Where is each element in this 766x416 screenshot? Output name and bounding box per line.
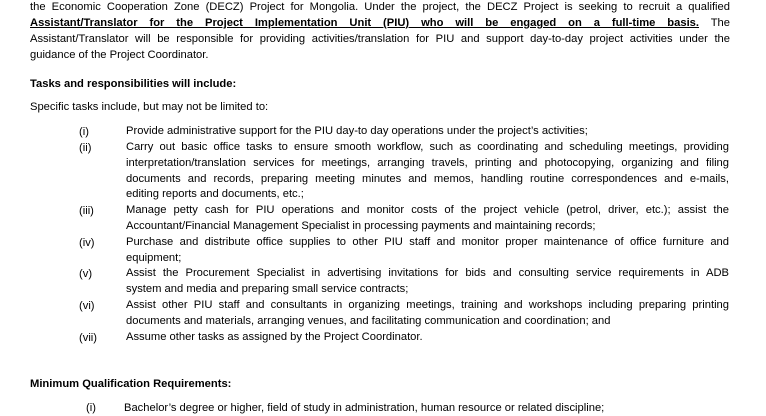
task-number: (vii) <box>79 332 98 344</box>
task-line: Assume other tasks as assigned by the Project Coordinator. <box>126 331 423 343</box>
task-item <box>126 266 729 298</box>
intro-line-3: Assistant/Translator will be responsible for providing activities/translation for PIU and support day-to-day project activities under the <box>30 33 730 45</box>
task-line: documents and materials, arranging venues, and facilitating communication and coordination; and <box>126 314 611 327</box>
intro-line-4: guidance of the Project Coordinator. <box>30 49 209 61</box>
task-item <box>126 298 729 330</box>
intro-line-1: the Economic Cooperation Zone (DECZ) Project for Mongolia. Under the project, the DECZ Project is seeking to recruit a qualified <box>30 1 730 13</box>
task-item <box>126 330 729 346</box>
task-line: Assist the Procurement Specialist in advertising invitations for bids and consulting service requirements in ADB <box>126 267 729 279</box>
task-item <box>126 203 729 235</box>
intro-line-2-rest: The <box>699 17 731 29</box>
intro-line-2 <box>30 15 730 31</box>
qualifications-heading: Minimum Qualification Requirements: <box>30 378 232 390</box>
task-line: Accountant/Financial Management Specialist in processing payments and maintaining records; <box>126 219 596 232</box>
task-line: Manage petty cash for PIU operations and monitor costs of the project vehicle (petrol, driver, etc.); assist the <box>126 204 729 216</box>
task-line: Assist other PIU staff and consultants in organizing meetings, training and workshops including preparing printing <box>126 299 729 311</box>
tasks-intro: Specific tasks include, but may not be limited to: <box>30 101 269 113</box>
task-line: Purchase and distribute office supplies to other PIU staff and monitor proper maintenance of office furniture and <box>126 236 729 248</box>
task-item <box>126 140 729 203</box>
task-line: equipment; <box>126 251 182 264</box>
tasks-heading: Tasks and responsibilities will include: <box>30 78 237 90</box>
task-number: (iv) <box>79 237 95 249</box>
task-number: (iii) <box>79 205 94 217</box>
position-title: Assistant/Translator for the Project Implementation Unit (PIU) who will be engaged on a full-time basis. <box>30 17 700 29</box>
task-line: editing reports and documents, etc.; <box>126 188 304 201</box>
qualification-item: Bachelor’s degree or higher, field of study in administration, human resource or related discipline; <box>124 402 605 414</box>
task-line: system and media and preparing small service contracts; <box>126 282 409 295</box>
task-number: (vi) <box>79 300 95 312</box>
task-line: Provide administrative support for the PIU day-to day operations under the project’s activities; <box>126 125 588 137</box>
task-line: Carry out basic office tasks to ensure smooth workflow, such as coordinating and scheduling meetings, providing <box>126 141 729 153</box>
task-item <box>126 124 729 140</box>
qualification-number: (i) <box>86 402 96 414</box>
task-item <box>126 235 729 267</box>
task-number: (ii) <box>79 142 92 154</box>
task-line: documents and records, preparing meeting minutes and memos, handling routine correspondences and e-mails, <box>126 172 729 185</box>
task-line: interpretation/translation services for meetings, arranging travels, printing and photocopying, organizing and filing <box>126 156 729 169</box>
task-number: (v) <box>79 268 93 280</box>
task-number: (i) <box>79 126 89 138</box>
